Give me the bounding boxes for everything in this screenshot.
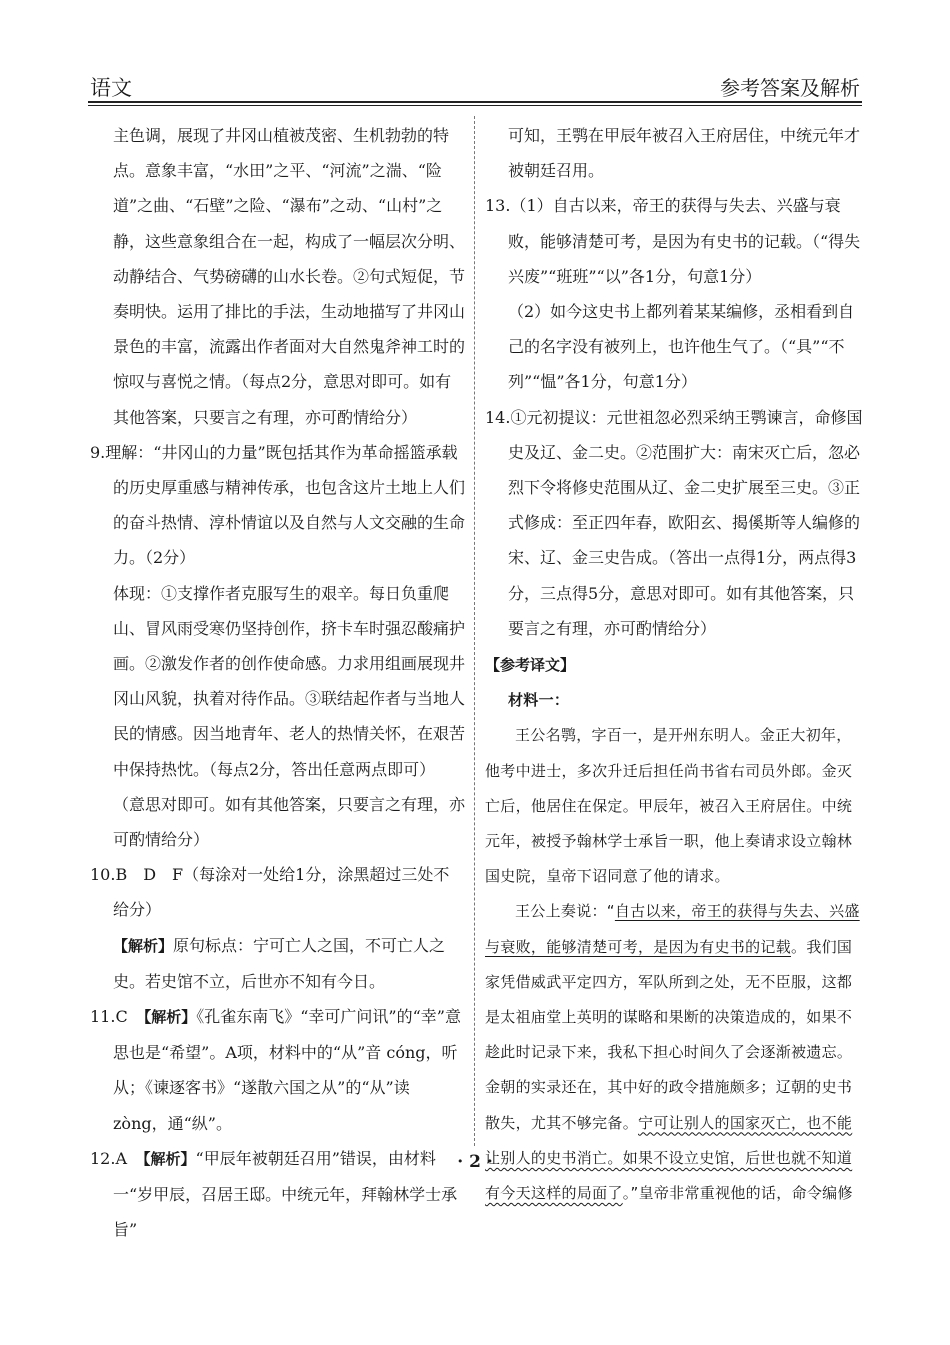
q12-analysis: “甲辰年被朝廷召用”错误，由材料一“岁甲辰，召居王邸。中统元年，拜翰林学士承旨” bbox=[113, 1148, 458, 1240]
para2-middle: 。我们国家凭借威武平定四方，军队所到之处，无不臣服，这都是太祖庙堂上英明的谋略和果断的决策造成的，如果不趁此时记录下来，我私下担心时间久了会逐渐被遗忘。金朝的实录还在，其中好的政令措施颇多；辽朝的史书散失，尤其不够完备。 bbox=[485, 937, 853, 1132]
translation-body bbox=[485, 683, 863, 1211]
q10-analysis: 原句标点：宁可亡人之国，不可亡人之史。若史馆不立，后世亦不知有今日。 bbox=[113, 935, 446, 991]
q11-number: 11.C bbox=[90, 1007, 144, 1027]
column-divider bbox=[474, 116, 475, 1146]
q10-analysis-tag: 【解析】 bbox=[113, 936, 174, 955]
para2-end: 。”皇帝非常重视他的话，命令编修 bbox=[622, 1184, 853, 1203]
left-column bbox=[90, 118, 465, 1248]
q12-number: 12.A bbox=[90, 1148, 144, 1168]
q13-part1: 13.（1）自古以来，帝王的获得与失去、兴盛与衰败，能够清楚可考，是因为有史书的记载。（“得失兴废”“班班”“以”各1分，句意1分） bbox=[485, 196, 861, 286]
q13-part2: （2）如今这史书上都列着某某编修，丞相看到自己的名字没有被列上，也许他生气了。（“具”“不列”“愠”各1分，句意1分） bbox=[508, 302, 855, 392]
page-number: · 2 · bbox=[457, 1152, 493, 1172]
q10-answer: 10.B D F（每涂对一处给1分，涂黑超过三处不给分） bbox=[90, 865, 450, 920]
translation-heading: 【参考译文】 bbox=[485, 656, 576, 675]
para2-intro: 王公上奏说：“ bbox=[515, 902, 615, 921]
q12-analysis-tag: 【解析】 bbox=[143, 1149, 196, 1168]
q11-answer bbox=[90, 999, 465, 1141]
q9-note: （意思对即可。如有其他答案，只要言之有理，亦可酌情给分） bbox=[113, 794, 466, 850]
q14-answer: 14.①元初提议：元世祖忽必烈采纳王鹗谏言，命修国史及辽、金二史。②范围扩大：南宋灭亡后，忽必烈下令将修史范围从辽、金二史扩展至三史。③正式修成：至正四年春，欧阳玄、揭傒斯等人编修的宋、辽、金三史告成。（答出一点得1分，两点得3分，三点得5分，意思对即可。如有其他答案，只要言之有理，亦可酌情给分） bbox=[485, 407, 863, 638]
header-rule-thin bbox=[88, 105, 862, 106]
q8-continuation: 主色调，展现了井冈山植被茂密、生机勃勃的特点。意象丰富，“水田”之平、“河流”之湍、“险道”之曲、“石壁”之险、“瀑布”之动、“山村”之静，这些意象组合在一起，构成了一幅层次分明、动静结合、气势磅礴的山水长卷。②句式短促，节奏明快。运用了排比的手法，生动地描写了井冈山景色的丰富，流露出作者面对大自然鬼斧神工时的惊叹与喜悦之情。（每点2分，意思对即可。如有其他答案，只要言之有理，亦可酌情给分） bbox=[113, 126, 466, 427]
subject-label: 语文 bbox=[90, 76, 132, 100]
translation-paragraph-1: 王公名鹗，字百一，是开州东明人。金正大初年，他考中进士，多次升迁后担任尚书省右司员外郎。金灭亡后，他居住在保定。甲辰年，被召入王府居住。中统元年，被授予翰林学士承旨一职，他上奏请求设立翰林国史院，皇帝下诏同意了他的请求。 bbox=[485, 726, 853, 886]
q10-analysis-block bbox=[90, 928, 465, 999]
page-header bbox=[88, 70, 862, 104]
material1-label: 材料一： bbox=[508, 691, 570, 710]
header-title: 参考答案及解析 bbox=[720, 76, 860, 100]
right-column bbox=[485, 118, 863, 1211]
q11-analysis: 《孔雀东南飞》“幸可广问讯”的“幸”意思也是“希望”。A项，材料中的“从”音 cóng，听从；《谏逐客书》“遂散六国之从”的“从”读 zòng，通“纵”。 bbox=[113, 1007, 461, 1133]
underlined-sentence-wavy: 宁可让别人的国家灭亡，也不能让别人的史书消亡。如果不设立史馆，后世也就不知道有今天这样的局面了 bbox=[485, 1113, 853, 1203]
q11-analysis-tag: 【解析】 bbox=[143, 1008, 197, 1027]
q9-understanding: 9.理解：“井冈山的力量”既包括其作为革命摇篮承载的历史厚重感与精神传承，也包含这片土地上人们的奋斗热情、淳朴情谊以及自然与人文交融的生命力。（2分） bbox=[90, 442, 466, 568]
q12-continuation: 可知，王鹗在甲辰年被召入王府居住，中统元年才被朝廷召用。 bbox=[508, 126, 861, 181]
underlined-sentence-straight: 自古以来，帝王的获得与失去、兴盛与衰败，能够清楚可考，是因为有史书的记载 bbox=[485, 902, 860, 956]
q9-embodiment: 体现：①支撑作者克服写生的艰辛。每日负重爬山、冒风雨受寒仍坚持创作，挤卡车时强忍酸痛护画。②激发作者的创作使命感。力求用组画展现井冈山风貌，执着对待作品。③联结起作者与当地人民的情感。因当地青年、老人的热情关怀，在艰苦中保持热忱。（每点2分，答出任意两点即可） bbox=[113, 583, 466, 779]
header-rule-thick bbox=[88, 101, 862, 103]
